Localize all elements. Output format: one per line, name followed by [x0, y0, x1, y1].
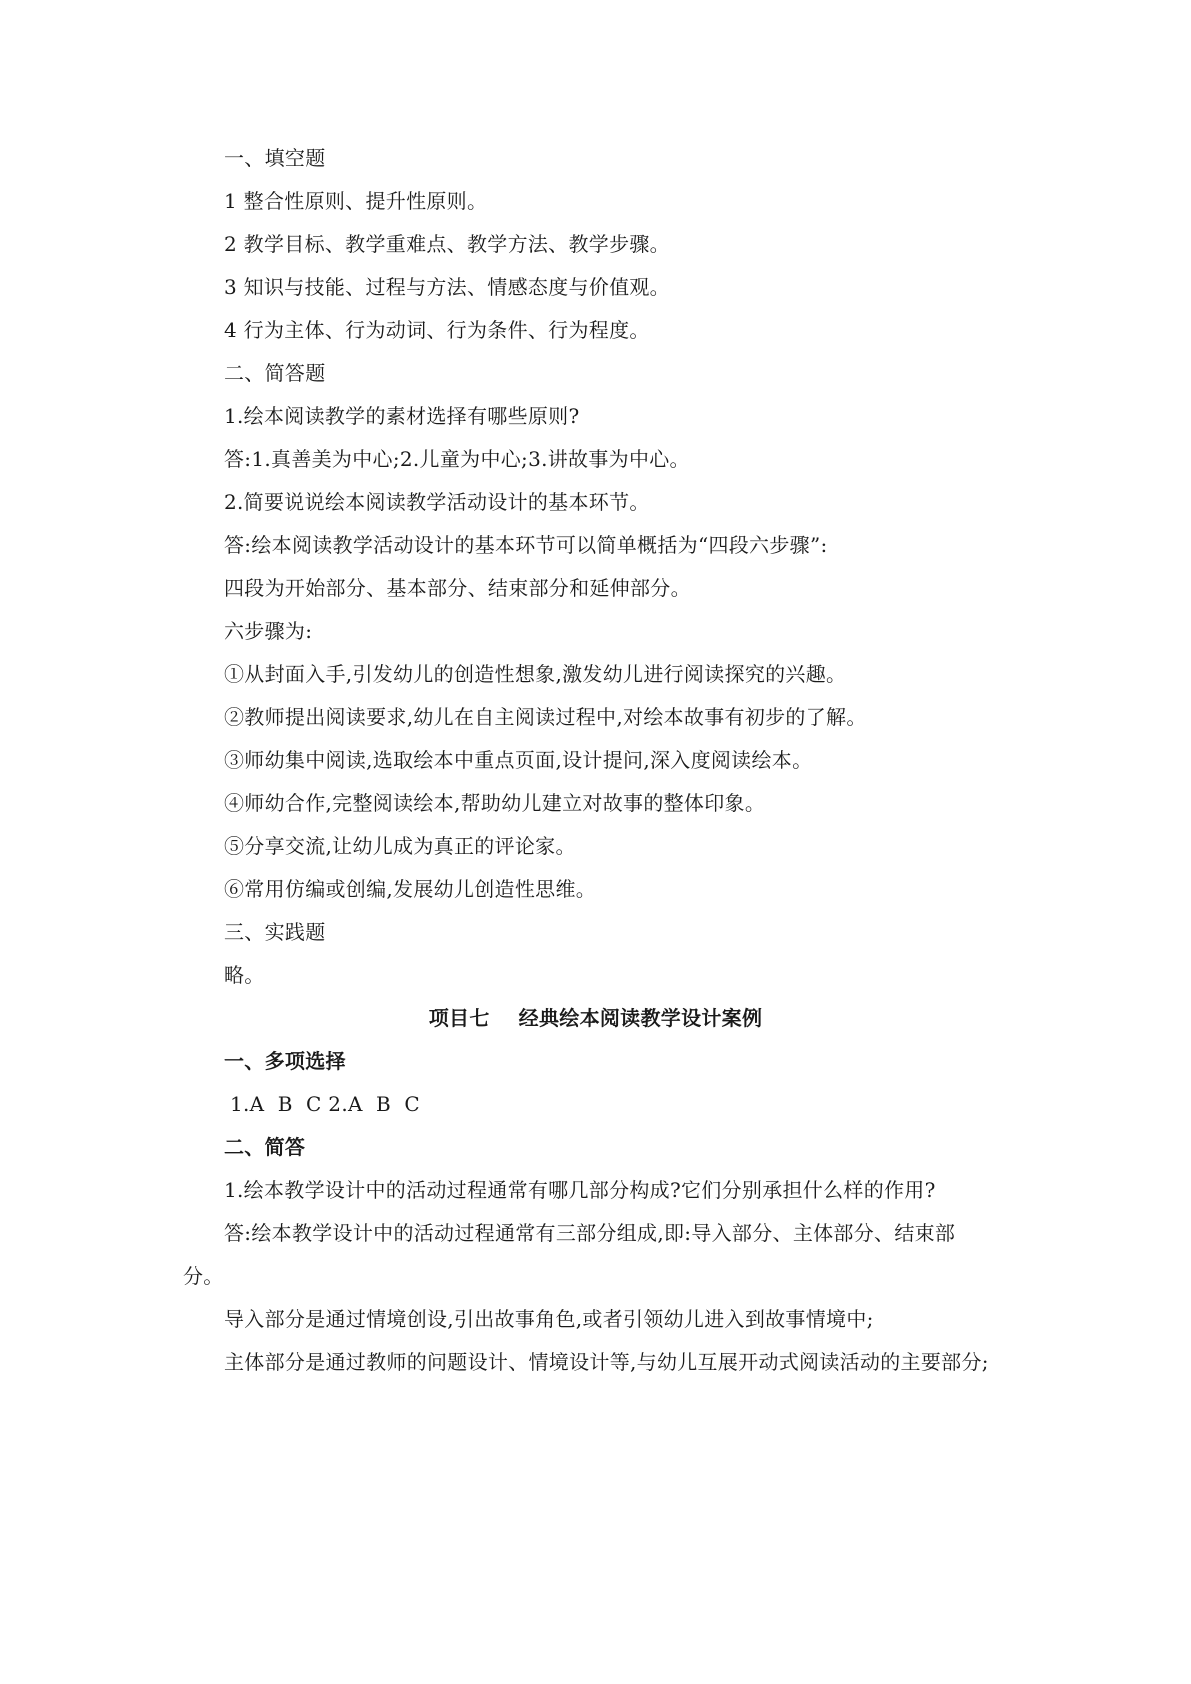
multiple-choice-heading: 一、多项选择 [224, 1049, 346, 1073]
short-answer-heading: 二、简答题 [224, 361, 326, 385]
step-4: ④师幼合作,完整阅读绘本,帮助幼儿建立对故事的整体印象。 [224, 791, 766, 815]
answer-2: 答:绘本阅读教学活动设计的基本环节可以简单概括为“四段六步骤”: [224, 533, 828, 557]
fill-answer-4: 4 行为主体、行为动词、行为条件、行为程度。 [224, 318, 650, 342]
answer-activity-process-line1: 答:绘本教学设计中的活动过程通常有三部分组成,即:导入部分、主体部分、结束部 [224, 1221, 956, 1245]
step-6: ⑥常用仿编或创编,发展幼儿创造性思维。 [224, 877, 597, 901]
answer-activity-process-line2: 分。 [183, 1264, 224, 1288]
intro-part-description: 导入部分是通过情境创设,引出故事角色,或者引领幼儿进入到故事情境中; [224, 1307, 874, 1331]
step-1: ①从封面入手,引发幼儿的创造性想象,激发幼儿进行阅读探究的兴趣。 [224, 662, 847, 686]
short-answer-heading-2: 二、简答 [224, 1135, 306, 1159]
fill-answer-1: 1 整合性原则、提升性原则。 [224, 189, 488, 213]
fill-blank-heading: 一、填空题 [224, 146, 326, 170]
four-stages: 四段为开始部分、基本部分、结束部分和延伸部分。 [224, 576, 691, 600]
practice-heading: 三、实践题 [224, 920, 326, 944]
answer-1: 答:1.真善美为中心;2.儿童为中心;3.讲故事为中心。 [224, 447, 690, 471]
question-2: 2.简要说说绘本阅读教学活动设计的基本环节。 [224, 490, 650, 514]
multiple-choice-answers: 1.A B C 2.A B C [230, 1092, 420, 1116]
project-seven-heading: 项目七 经典绘本阅读教学设计案例 [428, 1006, 763, 1030]
step-2: ②教师提出阅读要求,幼儿在自主阅读过程中,对绘本故事有初步的了解。 [224, 705, 867, 729]
fill-answer-3: 3 知识与技能、过程与方法、情感态度与价值观。 [224, 275, 670, 299]
question-1: 1.绘本阅读教学的素材选择有哪些原则? [224, 404, 580, 428]
practice-answer: 略。 [224, 963, 265, 987]
six-steps-heading: 六步骤为: [224, 619, 313, 643]
step-5: ⑤分享交流,让幼儿成为真正的评论家。 [224, 834, 576, 858]
question-activity-process: 1.绘本教学设计中的活动过程通常有哪几部分构成?它们分别承担什么样的作用? [224, 1178, 936, 1202]
fill-answer-2: 2 教学目标、教学重难点、教学方法、教学步骤。 [224, 232, 670, 256]
main-part-description: 主体部分是通过教师的问题设计、情境设计等,与幼儿互展开动式阅读活动的主要部分; [224, 1350, 989, 1374]
step-3: ③师幼集中阅读,选取绘本中重点页面,设计提问,深入度阅读绘本。 [224, 748, 813, 772]
